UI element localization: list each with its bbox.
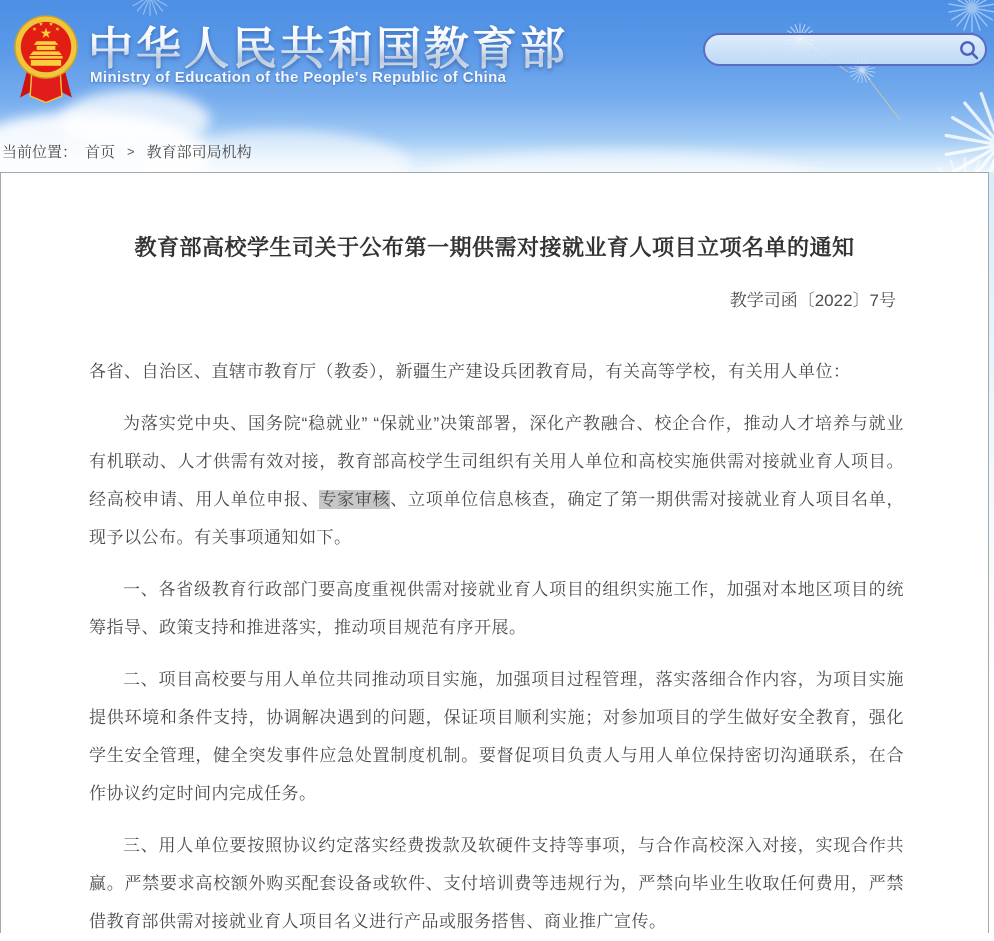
search-input[interactable] xyxy=(705,35,953,64)
document-title: 教育部高校学生司关于公布第一期供需对接就业育人项目立项名单的通知 xyxy=(134,235,855,260)
notice-item-3: 三、用人单位要按照协议约定落实经费拨款及软硬件支持等事项，与合作高校深入对接，实现合作共赢。严禁要求高校额外购买配套设备或软件、支付培训费等违规行为，严禁向毕业生收取任何费用，严禁借教育部供需对接就业育人项目名义进行产品或服务搭售、商业推广宣传。 xyxy=(89,836,904,931)
highlighted-text: 专家审核 xyxy=(319,490,391,509)
breadcrumb xyxy=(2,141,252,162)
content-panel xyxy=(0,172,989,933)
site-header xyxy=(0,0,994,172)
notice-item-1: 一、各省级教育行政部门要高度重视供需对接就业育人项目的组织实施工作，加强对本地区项目的统筹指导、政策支持和推进落实，推动项目规范有序开展。 xyxy=(89,580,904,637)
breadcrumb-separator: > xyxy=(127,144,135,159)
salutation-paragraph: 各省、自治区、直辖市教育厅（教委），新疆生产建设兵团教育局，有关高等学校，有关用人单位： xyxy=(89,362,851,381)
intro-text-after: 、立项单位信息核查，确定了第一期供需对接就业育人项目名单，现予以公布。有关事项通知如下。 xyxy=(89,490,905,547)
notice-item-2: 二、项目高校要与用人单位共同推动项目实施，加强项目过程管理，落实落细合作内容，为项目实施提供环境和条件支持，协调解决遇到的问题，保证项目顺利实施；对参加项目的学生做好安全教育，强化学生安全管理，健全突发事件应急处置制度机制。要督促项目负责人与用人单位保持密切沟通联系，在合作协议约定时间内完成任务。 xyxy=(89,670,904,803)
intro-text-before: 为落实党中央、国务院“稳就业” “保就业”决策部署，深化产教融合、校企合作，推动人才培养与就业有机联动、人才供需有效对接，教育部高校学生司组织有关用人单位和高校实施供需对接就业育人项目。经高校申请、用人单位申报、 xyxy=(89,414,904,509)
breadcrumb-label: 当前位置： xyxy=(2,144,78,161)
search-button[interactable] xyxy=(953,35,985,64)
document-number: 教学司函〔2022〕7号 xyxy=(729,291,896,310)
search-icon xyxy=(958,39,980,61)
search-box[interactable] xyxy=(703,33,987,66)
national-emblem-icon xyxy=(10,13,82,107)
site-title: 中华人民共和国教育部 xyxy=(88,12,568,77)
document-body xyxy=(89,353,904,941)
breadcrumb-link-section[interactable]: 教育部司局机构 xyxy=(146,144,252,161)
site-subtitle: Ministry of Education of the People's Republic of China xyxy=(90,69,507,86)
breadcrumb-link-home[interactable]: 首页 xyxy=(85,144,116,161)
intro-paragraph xyxy=(89,405,904,557)
